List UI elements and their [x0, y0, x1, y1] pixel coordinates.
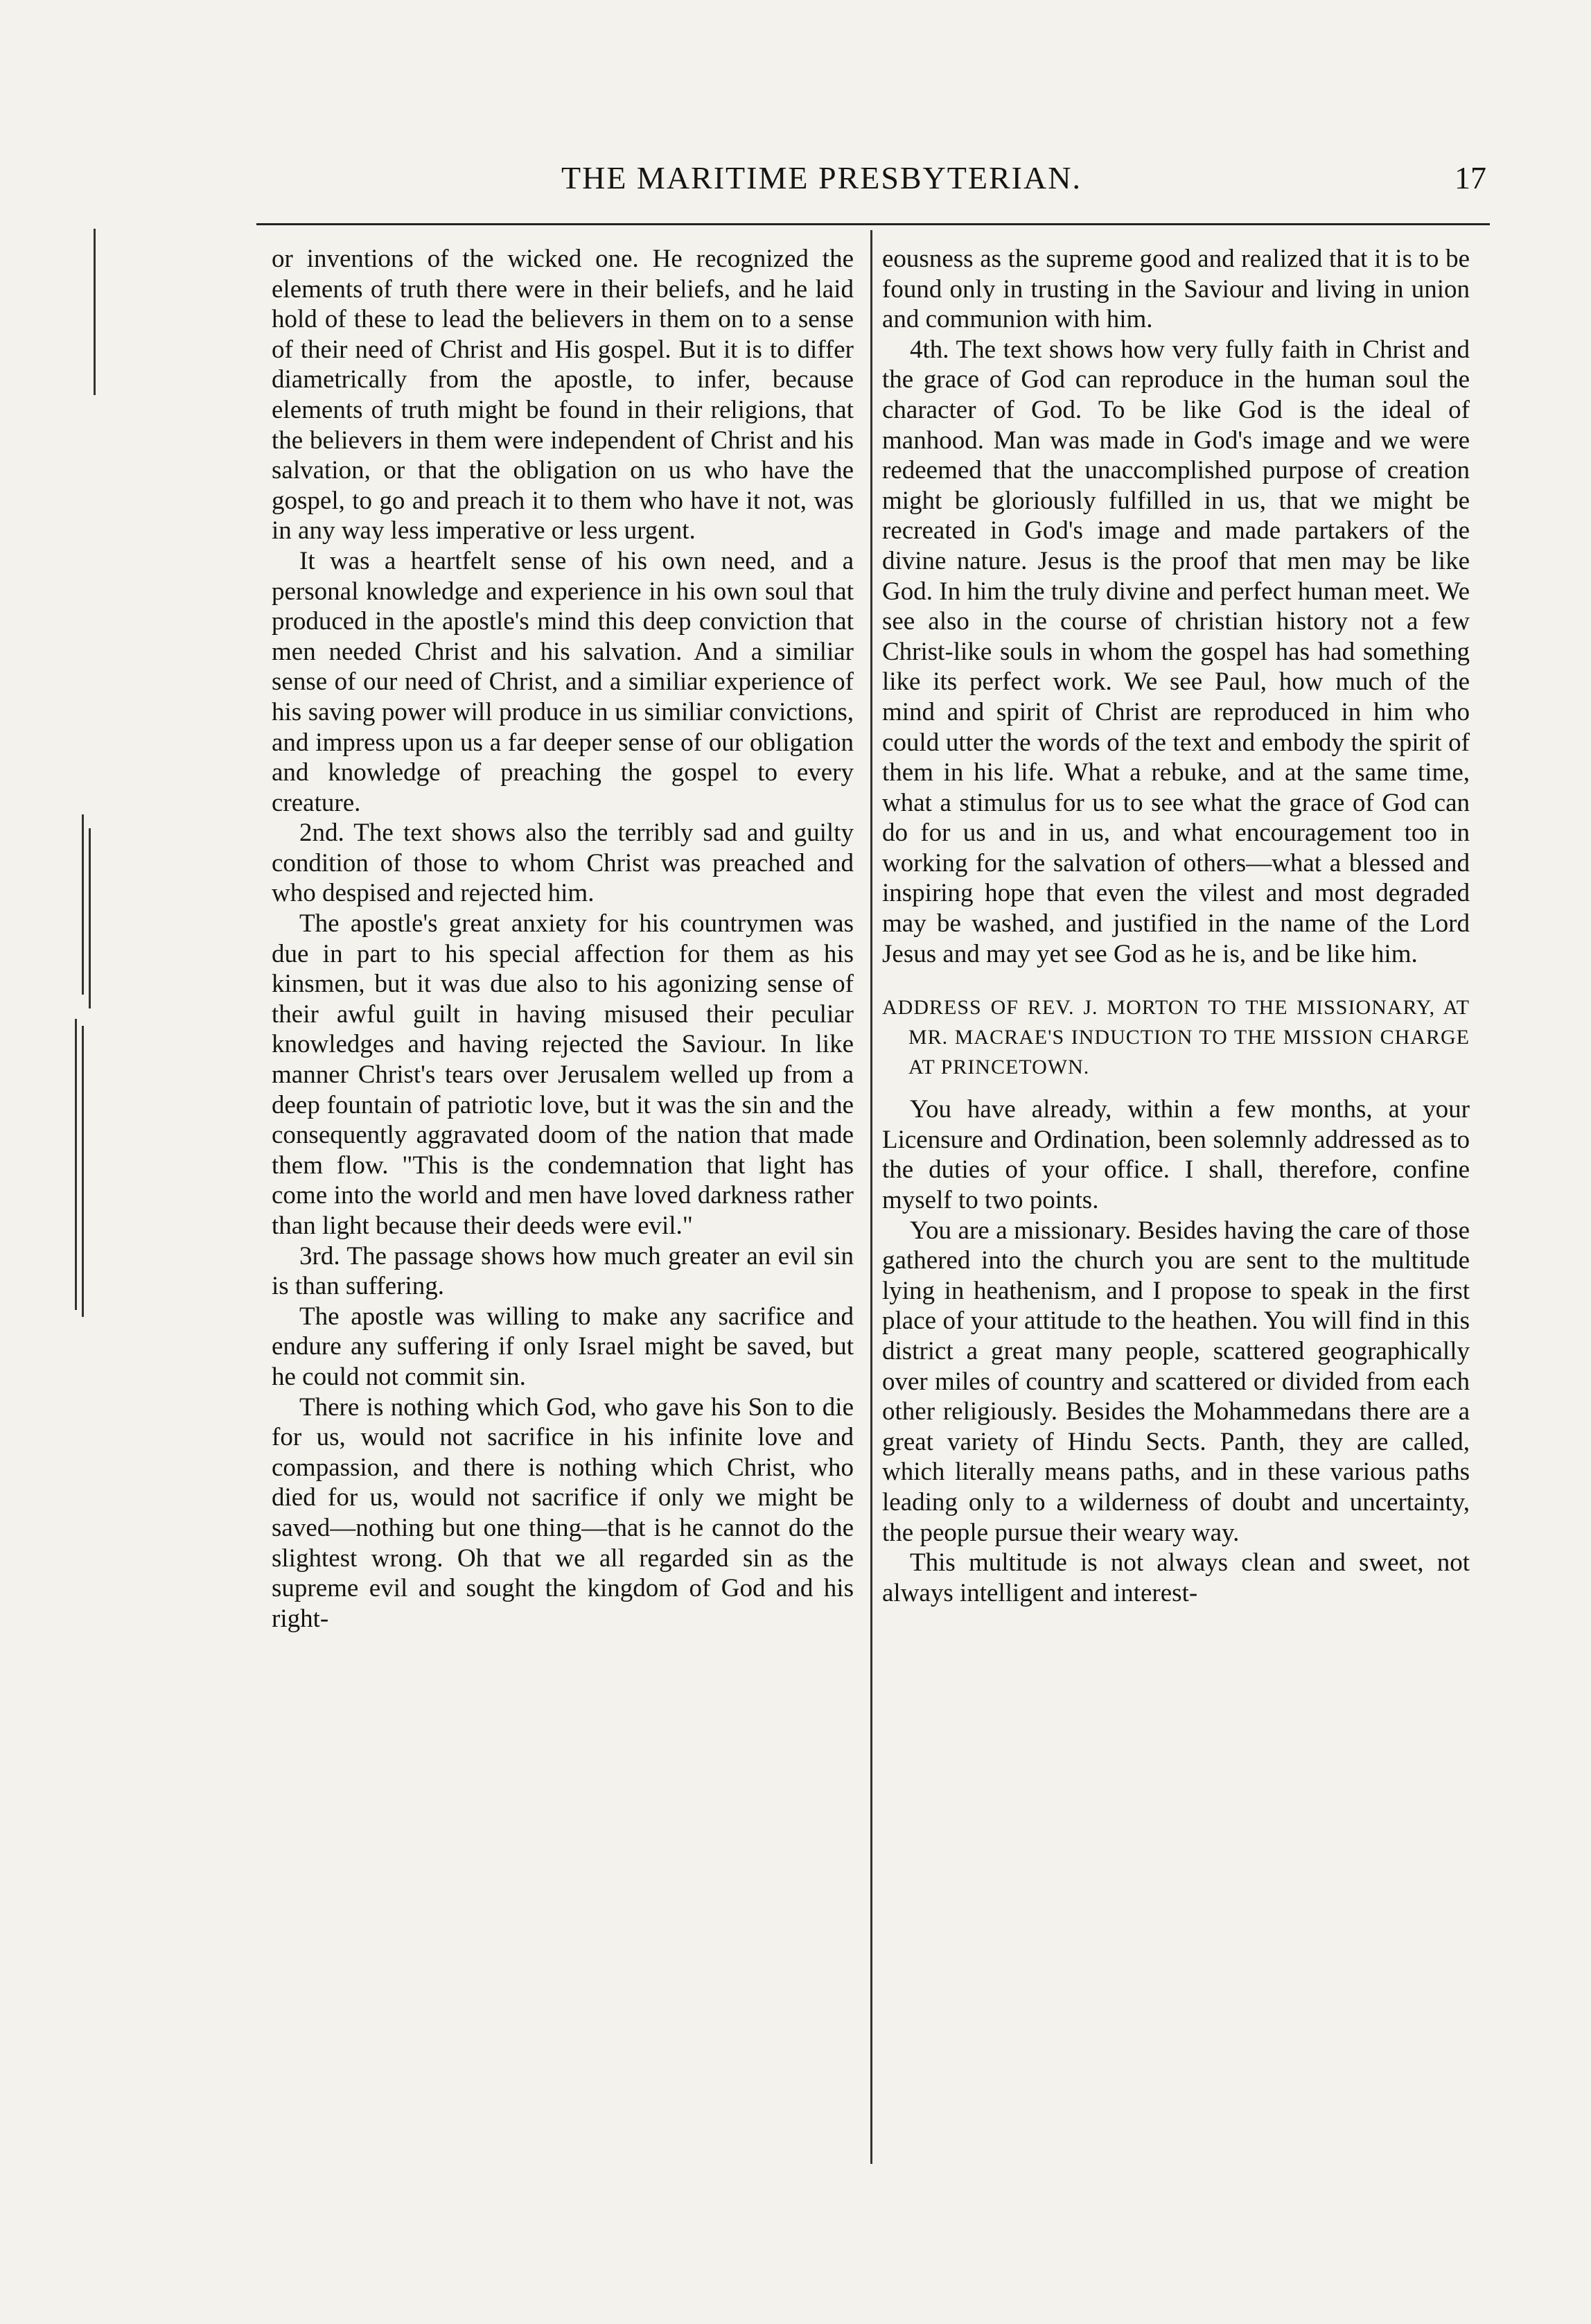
paragraph: There is nothing which God, who gave his Son to die for us, would not sacrifice in his infinite love and compassion, and there is nothing which Christ, who died for us, would not sacrifice if only we might be saved—nothing but one thing—that is he cannot do the slightest wrong. Oh that we all regarded sin as the supreme evil and sought the kingdom of God and his right-: [272, 1392, 854, 1633]
column-divider: [870, 230, 872, 2164]
journal-title: THE MARITIME PRESBYTERIAN.: [561, 160, 1082, 195]
header-rule: [256, 223, 1490, 225]
paragraph: This multitude is not always clean and sweet, not always intelligent and interest-: [882, 1548, 1470, 1607]
paragraph: or inventions of the wicked one. He recognized the elements of truth there were in their beliefs, and he laid hold of these to lead the believers in them on to a sense of their need of Christ and His gospel. But it is to differ diametrically from the apostle, to infer, because elements of truth might be found in their religions, that the believers in them were independent of Christ and his salvation, or that the obligation on us who have the gospel, to go and preach it to them who have it not, was in any way less imperative or less urgent.: [272, 245, 854, 545]
margin-mark: [82, 1026, 84, 1317]
paragraph: 3rd. The passage shows how much greater an evil sin is than suffering.: [272, 1241, 854, 1301]
margin-mark: [82, 814, 84, 995]
right-column: [882, 244, 1470, 1608]
paragraph: eousness as the supreme good and realized that it is to be found only in trusting in the Saviour and living in union and communion with him.: [882, 245, 1470, 334]
paragraph: 2nd. The text shows also the terribly sad and guilty condition of those to whom Christ was preached and who despised and rejected him.: [272, 819, 854, 908]
margin-mark: [89, 828, 91, 1008]
paragraph: 4th. The text shows how very fully faith in Christ and the grace of God can reproduce in the human soul the character of God. To be like God is the ideal of manhood. Man was made in God's image and we were redeemed that the unaccomplished purpose of creation might be gloriously fulfilled in us, that we might be recreated in God's image and made partakers of the divine nature. Jesus is the proof that men may be like God. In him the truly divine and perfect human meet. We see also in the course of christian history not a few Christ-like souls in whom the gospel has had something like its perfect work. We see Paul, how much of the mind and spirit of Christ are reproduced in him who could utter the words of the text and embody the spirit of them in his life. What a rebuke, and at the same time, what a stimulus for us to see what the grace of God can do for us and in us, and what encouragement too in working for the salvation of others—what a blessed and inspiring hope that even the vilest and most degraded may be washed, and justified in the name of the Lord Jesus and may yet see God as he is, and be like him.: [882, 335, 1470, 968]
left-column: [272, 244, 854, 1634]
page-number: 17: [1454, 160, 1486, 195]
paragraph: You are a missionary. Besides having the care of those gathered into the church you are sent to the multitude lying in heathenism, and I propose to speak in the first place of your attitude to the heathen. You will find in this district a great many people, scattered geographically over miles of country and scattered or divided from each other religiously. Besides the Mohammedans there are a great variety of Hindu Sects. Panth, they are called, which literally means paths, and in these various paths leading only to a wilderness of doubt and uncertainty, the people pursue their weary way.: [882, 1216, 1470, 1547]
paragraph: The apostle's great anxiety for his countrymen was due in part to his special affection for them as his kinsmen, but it was due also to his agonizing sense of their awful guilt in having misused their peculiar knowledges and having rejected the Saviour. In like manner Christ's tears over Jerusalem welled up from a deep fountain of patriotic love, but it was the sin and the consequently aggravated doom of the nation that made them flow. "This is the condemnation that light has come into the world and men have loved darkness rather than light because their deeds were evil.": [272, 909, 854, 1240]
section-heading: ADDRESS OF REV. J. MORTON TO THE MISSIONARY, AT MR. MACRAE'S INDUCTION TO THE MISSION CHARGE AT PRINCETOWN.: [882, 996, 1470, 1079]
margin-mark: [94, 229, 96, 395]
running-header: [270, 154, 1486, 202]
margin-mark: [75, 1019, 77, 1310]
paragraph: You have already, within a few months, at your Licensure and Ordination, been solemnly addressed as to the duties of your office. I shall, therefore, confine myself to two points.: [882, 1095, 1470, 1215]
paragraph: It was a heartfelt sense of his own need, and a personal knowledge and experience in his own soul that produced in the apostle's mind this deep conviction that men needed Christ and his salvation. And a similiar sense of our need of Christ, and a similiar experience of his saving power will produce in us similiar convictions, and impress upon us a far deeper sense of our obligation and knowledge of preaching the gospel to every creature.: [272, 546, 854, 817]
paragraph: The apostle was willing to make any sacrifice and endure any suffering if only Israel might be saved, but he could not commit sin.: [272, 1302, 854, 1391]
